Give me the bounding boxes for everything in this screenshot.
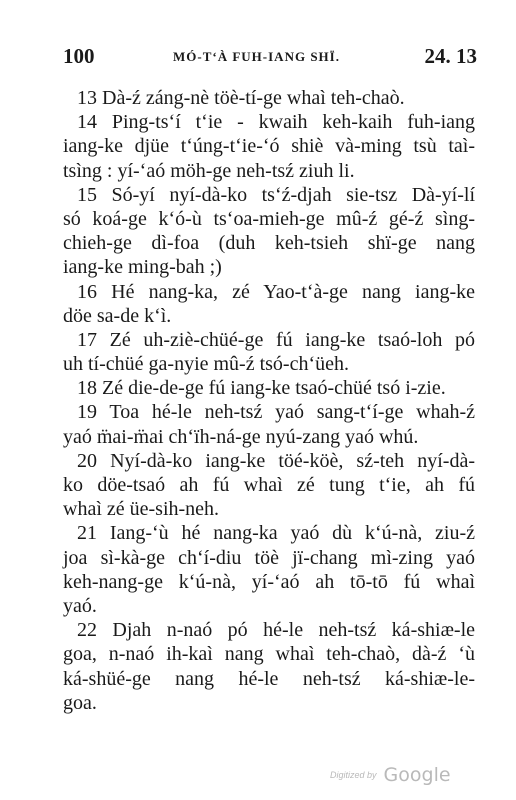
text-line: 16 Hé nang-ka, zé Yao-t‘à-ge nang iang-ke [77,280,475,303]
text-line: ko döe-tsaó ah fú whaì zé tung t‘ie, ah fú [63,474,475,496]
text-line: 21 Iang-‘ù hé nang-ka yaó dù k‘ú-nà, ziu-ź [77,522,475,545]
text-line: iang-ke djüe t‘úng-t‘ie-‘ó shiè và-ming tsù taì- [63,135,475,158]
page-number: 100 [63,44,95,68]
digitized-by-label: Digitized by [330,770,377,780]
page-header [63,44,477,74]
running-title: MÓ-T‘À FUH-IANG SHÏ. [173,49,340,64]
text-line: só koá-ge k‘ó-ù ts‘oa-mieh-ge mû-ź gé-ź sìng- [63,207,475,230]
text-line: 18 Zé die-de-ge fú iang-ke tsaó-chüé tsó i-zie. [77,377,446,400]
text-line: ká-shüé-ge nang hé-le neh-tsź ká-shiæ-le- [63,667,475,690]
text-line: keh-nang-ge k‘ú-nà, yí-‘aó ah tō-tō fú whaì [63,570,475,593]
text-line: 17 Zé uh-ziè-chüé-ge fú iang-ke tsaó-loh pó [77,328,475,351]
text-line: iang-ke ming-bah ;) [63,256,222,279]
text-line: joa sì-kà-ge ch‘í-diu töè jï-chang mì-zing yaó [63,546,475,569]
chapter-verse-reference: 24. 13 [424,44,477,68]
text-line: yaó m̈ai-m̈ai ch‘ïh-ná-ge nyú-zang yaó whú. [63,425,419,448]
text-line: döe sa-de k‘ì. [63,304,172,327]
verse-text-block [63,86,475,715]
text-line: goa. [63,691,97,714]
text-line: goa, n-naó ih-kaì nang whaì teh-chaò, dà-ź ‘ù [63,643,475,666]
text-line: 19 Toa hé-le neh-tsź yaó sang-t‘í-ge whah-ź [77,401,475,424]
text-line: whaì zé üe-sih-neh. [63,498,220,521]
text-line: 15 Só-yí nyí-dà-ko ts‘ź-djah sie-tsz Dà-yí-lí [77,183,475,206]
text-line: 20 Nyí-dà-ko iang-ke töé-köè, sź-teh nyí-dà- [77,449,475,472]
text-line: 14 Ping-ts‘í t‘ie - kwaih keh-kaih fuh-iang [77,111,475,134]
text-line: chieh-ge dì-foa (duh keh-tsieh shï-ge nang [63,232,475,255]
text-line: 22 Djah n-naó pó hé-le neh-tsź ká-shiæ-le [77,619,475,642]
google-watermark [330,764,451,786]
text-line: yaó. [63,594,97,617]
google-logo: Google [383,764,451,786]
text-line: tsìng : yí-‘aó möh-ge neh-tsź ziuh li. [63,159,355,182]
text-line: uh tí-chüé ga-nyie mû-ź tsó-ch‘üeh. [63,353,350,376]
text-line: 13 Dà-ź záng-nè töè-tí-ge whaì teh-chaò. [77,87,405,109]
